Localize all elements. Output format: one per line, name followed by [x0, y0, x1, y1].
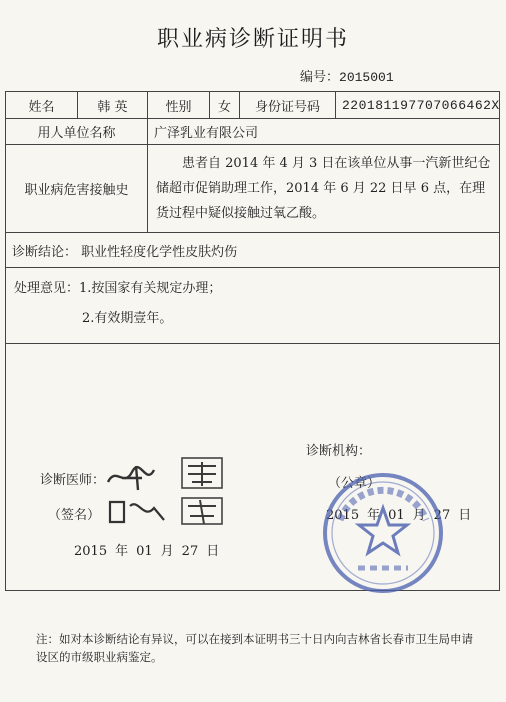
doctor-seal-1 — [178, 454, 228, 492]
exposure-history-text: 患者自 2014 年 4 月 3 日在该单位从事一汽新世纪仓储超市促销助理工作，2014 年 6 月 22 日早 6 点，在理货过程中疑似接触过氧乙酸。 — [148, 145, 500, 233]
employer-label: 用人单位名称 — [6, 119, 148, 145]
date-month-unit: 月 — [160, 544, 174, 559]
doctor-seal-2 — [178, 494, 230, 528]
doctor-label: 诊断医师： — [40, 473, 106, 488]
date-day-unit: 日 — [206, 544, 220, 559]
gender-value: 女 — [210, 92, 240, 119]
serial-number — [300, 66, 394, 85]
id-value: 220181197707066462X — [336, 92, 500, 119]
name-label: 姓名 — [6, 92, 78, 119]
conclusion-value: 职业性轻度化学性皮肤灼伤 — [81, 244, 238, 260]
date-month: 01 — [136, 544, 153, 559]
serial-value: 2015001 — [339, 70, 394, 85]
document-title: 职业病诊断证明书 — [156, 27, 349, 52]
date-day-unit: 日 — [458, 508, 472, 523]
footnote: 注：如对本诊断结论有异议，可以在接到本证明书三十日内向吉林省长春市卫生局申请设区的市级职业病鉴定。 — [36, 632, 473, 664]
institution-label: 诊断机构： — [306, 444, 372, 459]
name-value: 韩 英 — [78, 92, 148, 119]
employer-value: 广泽乳业有限公司 — [148, 119, 500, 145]
date-year-unit: 年 — [367, 508, 381, 523]
personal-info-row — [6, 92, 500, 119]
employer-row — [6, 119, 500, 145]
treatment-row — [6, 268, 500, 344]
date-day: 27 — [433, 508, 451, 523]
treatment-item-2: 2.有效期壹年。 — [82, 311, 173, 326]
id-label: 身份证号码 — [240, 92, 336, 119]
treatment-item-1: 1.按国家有关规定办理； — [79, 281, 222, 296]
doctor-date — [70, 540, 223, 559]
date-year: 2015 — [326, 508, 360, 523]
doctor-signature-1 — [102, 460, 172, 494]
official-seal-stamp — [318, 468, 448, 598]
exposure-history-label: 职业病危害接触史 — [6, 145, 148, 233]
date-year-unit: 年 — [115, 544, 129, 559]
conclusion-row — [6, 233, 500, 268]
conclusion-cell — [6, 233, 500, 268]
sign-label: （签名） — [48, 508, 101, 523]
exposure-history-row — [6, 145, 500, 233]
seal-label: （公章） — [328, 476, 381, 491]
gender-label: 性别 — [148, 92, 210, 119]
date-year: 2015 — [74, 544, 108, 559]
serial-label: 编号： — [300, 70, 340, 85]
date-day: 27 — [181, 544, 199, 559]
date-month-unit: 月 — [412, 508, 426, 523]
doctor-signature-2 — [104, 494, 172, 528]
date-month: 01 — [388, 508, 405, 523]
treatment-cell — [6, 268, 500, 344]
treatment-label: 处理意见： — [14, 281, 80, 296]
conclusion-label: 诊断结论： — [12, 244, 78, 260]
